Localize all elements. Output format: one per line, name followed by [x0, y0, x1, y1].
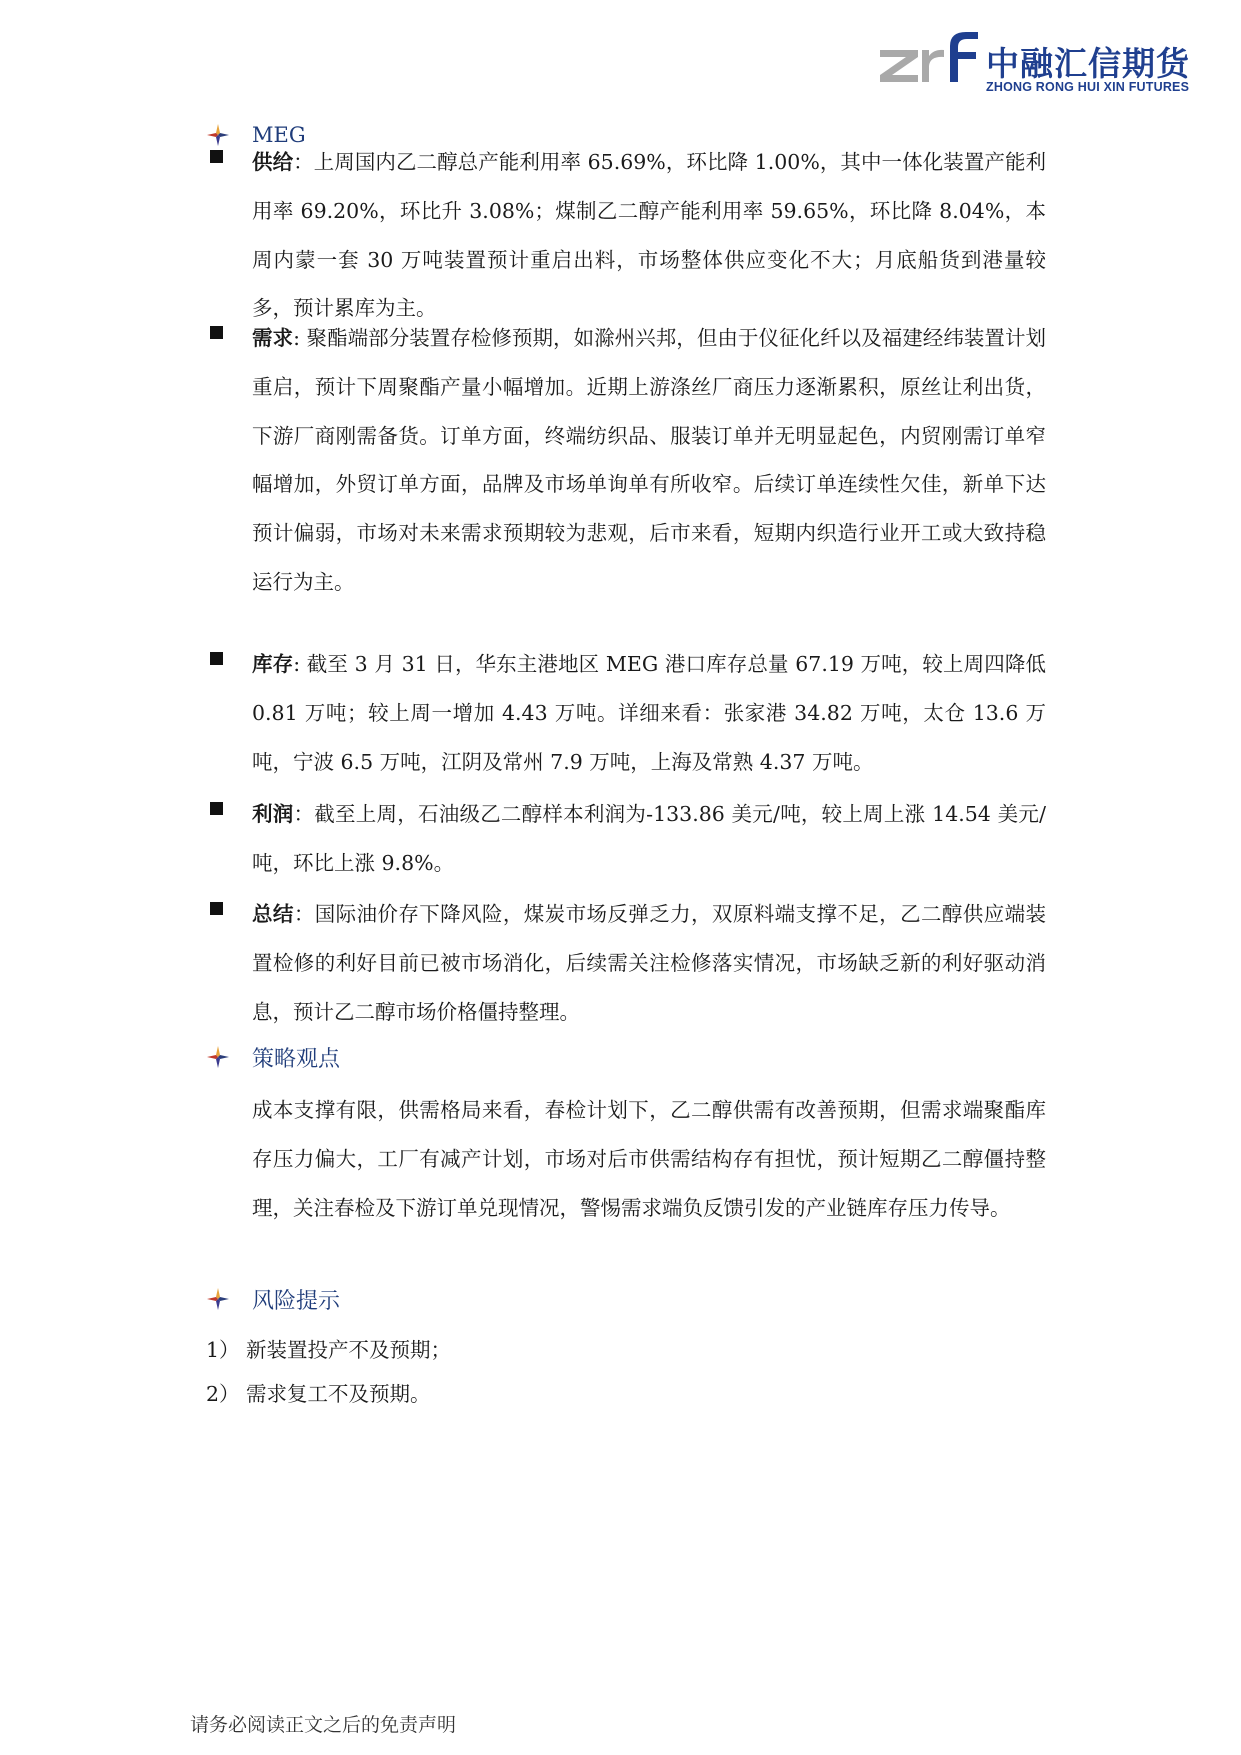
- bullet-content: : 聚酯端部分装置存检修预期，如滁州兴邦，但由于仪征化纤以及福建经纬装置计划重启，预计下周聚酯产量小幅增加。近期上游涤丝厂商压力逐渐累积，原丝让利出货，下游厂商刚需备货。订单方面，终端纺织品、服装订单并无明显起色，内贸刚需订单窄幅增加，外贸订单方面，品牌及市场单询单有所收窄。后续订单连续性欠佳，新单下达预计偏弱，市场对未来需求预期较为悲观，后市来看，短期内织造行业开工或大致持稳运行为主。: [252, 326, 1047, 594]
- square-bullet-icon: [210, 902, 223, 915]
- section-title: 策略观点: [252, 1046, 341, 1072]
- bullet-text: [252, 790, 1046, 888]
- bullet-label: 需求: [252, 326, 294, 350]
- bullet-text: [252, 314, 1046, 607]
- bullet-profit: [206, 790, 1046, 888]
- list-item: [206, 1372, 451, 1416]
- zrf-logo-mark: [878, 30, 982, 86]
- bullet-content: ：国际油价存下降风险，煤炭市场反弹乏力，双原料端支撑不足，乙二醇供应端装置检修的利好目前已被市场消化，后续需关注检修落实情况，市场缺乏新的利好驱动消息，预计乙二醇市场价格僵持整理。: [252, 902, 1046, 1024]
- logo-english-name: ZHONG RONG HUI XIN FUTURES: [986, 80, 1190, 94]
- section-title: 风险提示: [252, 1288, 341, 1314]
- list-text: 新装置投产不及预期；: [246, 1338, 451, 1362]
- square-bullet-icon: [210, 652, 223, 665]
- compass-star-icon: [206, 1045, 230, 1069]
- logo-chinese-name: 中融汇信期货: [986, 44, 1190, 83]
- list-number: 2）: [206, 1382, 240, 1406]
- strategy-paragraph: 成本支撑有限，供需格局来看，春检计划下，乙二醇供需有改善预期，但需求端聚酯库存压力偏大，工厂有减产计划，市场对后市供需结构存有担忧，预计短期乙二醇僵持整理，关注春检及下游订单兑现情况，警惕需求端负反馈引发的产业链库存压力传导。: [252, 1098, 1046, 1220]
- bullet-text: [252, 890, 1046, 1036]
- bullet-label: 库存: [252, 652, 294, 676]
- bullet-inventory: [206, 640, 1046, 786]
- list-number: 1）: [206, 1338, 240, 1362]
- bullet-text: [252, 138, 1046, 333]
- bullet-label: 供给: [252, 150, 294, 174]
- square-bullet-icon: [210, 802, 223, 815]
- section-heading-risk: [206, 1284, 340, 1314]
- bullet-text: [252, 640, 1046, 786]
- list-item: [206, 1328, 451, 1372]
- compass-star-icon: [206, 1287, 230, 1311]
- bullet-content: ：上周国内乙二醇总产能利用率 65.69%，环比降 1.00%，其中一体化装置产能利用率 69.20%，环比升 3.08%；煤制乙二醇产能利用率 59.65%，环比降 8.04%，本周内蒙一套 30 万吨装置预计重启出料，市场整体供应变化不大；月底船货到港量较多，预计累库为主。: [252, 150, 1047, 321]
- square-bullet-icon: [210, 150, 223, 163]
- bullet-content: ：截至上周，石油级乙二醇样本利润为-133.86 美元/吨，较上周上涨 14.54 美元/吨，环比上涨 9.8%。: [252, 802, 1046, 875]
- company-logo: [878, 30, 1190, 94]
- section-title: MEG: [252, 123, 306, 147]
- footer-disclaimer: 请务必阅读正文之后的免责声明: [190, 1714, 457, 1736]
- bullet-label: 总结: [252, 902, 294, 926]
- risk-list: [206, 1328, 451, 1416]
- bullet-content: : 截至 3 月 31 日，华东主港地区 MEG 港口库存总量 67.19 万吨，较上周四降低 0.81 万吨；较上周一增加 4.43 万吨。详细来看：张家港 34.82 万吨，太仓 13.6 万吨，宁波 6.5 万吨，江阴及常州 7.9 万吨，上海及常熟 4.37 万吨。: [252, 652, 1047, 774]
- square-bullet-icon: [210, 326, 223, 339]
- bullet-supply: [206, 138, 1046, 333]
- bullet-label: 利润: [252, 802, 294, 826]
- bullet-demand: [206, 314, 1046, 607]
- list-text: 需求复工不及预期。: [246, 1382, 431, 1406]
- section-heading-strategy: [206, 1042, 340, 1072]
- bullet-summary: [206, 890, 1046, 1036]
